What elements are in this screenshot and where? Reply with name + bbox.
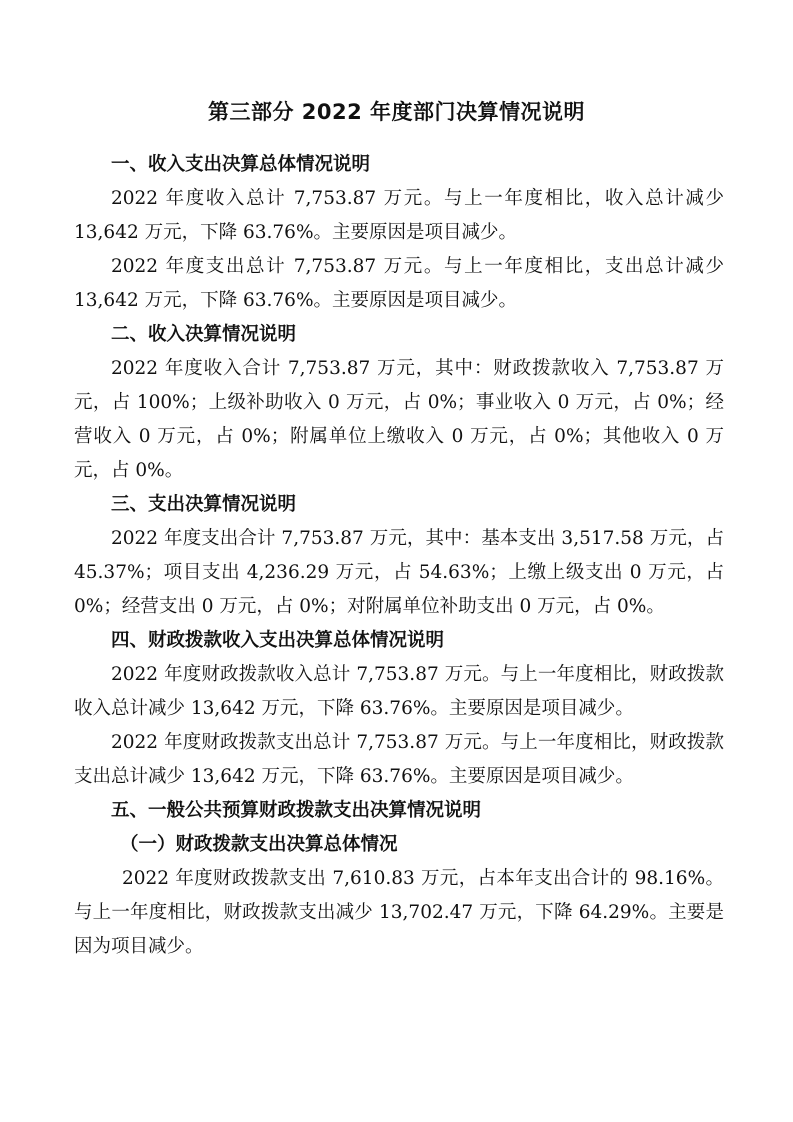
section-heading: 二、收入决算情况说明 <box>111 324 297 345</box>
paragraph: 2022 年度财政拨款收入总计 7,753.87 万元。与上一年度相比，财政拨款收入总计减少 13,642 万元，下降 63.76%。主要原因是项目减少。 <box>74 664 724 719</box>
section-3 <box>74 488 724 624</box>
section-4 <box>74 624 724 794</box>
section-heading: 四、财政拨款收入支出决算总体情况说明 <box>111 630 445 651</box>
section-2 <box>74 318 724 488</box>
paragraph: 2022 年度财政拨款支出总计 7,753.87 万元。与上一年度相比，财政拨款支出总计减少 13,642 万元，下降 63.76%。主要原因是项目减少。 <box>74 732 724 787</box>
paragraph: 2022 年度支出总计 7,753.87 万元。与上一年度相比，支出总计减少 13,642 万元，下降 63.76%。主要原因是项目减少。 <box>74 256 724 311</box>
page-title: 第三部分 2022 年度部门决算情况说明 <box>207 100 586 124</box>
section-5 <box>74 794 724 964</box>
paragraph: 2022 年度财政拨款支出 7,610.83 万元，占本年支出合计的 98.16%。与上一年度相比，财政拨款支出减少 13,702.47 万元，下降 64.29%。主要是因为项目减少。 <box>74 868 724 957</box>
section-subheading: （一）财政拨款支出决算总体情况 <box>120 834 398 855</box>
section-heading: 三、支出决算情况说明 <box>111 494 297 515</box>
section-heading: 五、一般公共预算财政拨款支出决算情况说明 <box>111 800 482 821</box>
section-1 <box>74 148 724 318</box>
section-heading: 一、收入支出决算总体情况说明 <box>111 154 371 175</box>
document-body <box>74 148 724 964</box>
paragraph: 2022 年度收入总计 7,753.87 万元。与上一年度相比，收入总计减少 13,642 万元，下降 63.76%。主要原因是项目减少。 <box>74 188 724 243</box>
paragraph: 2022 年度支出合计 7,753.87 万元，其中：基本支出 3,517.58 万元，占 45.37%；项目支出 4,236.29 万元，占 54.63%；上缴上级支出 0 万元，占 0%；经营支出 0 万元，占 0%；对附属单位补助支出 0 万元，占 0%。 <box>74 528 724 617</box>
paragraph: 2022 年度收入合计 7,753.87 万元，其中：财政拨款收入 7,753.87 万元，占 100%；上级补助收入 0 万元，占 0%；事业收入 0 万元，占 0%；经营收入 0 万元，占 0%；附属单位上缴收入 0 万元，占 0%；其他收入 0 万元，占 0%。 <box>74 358 724 481</box>
